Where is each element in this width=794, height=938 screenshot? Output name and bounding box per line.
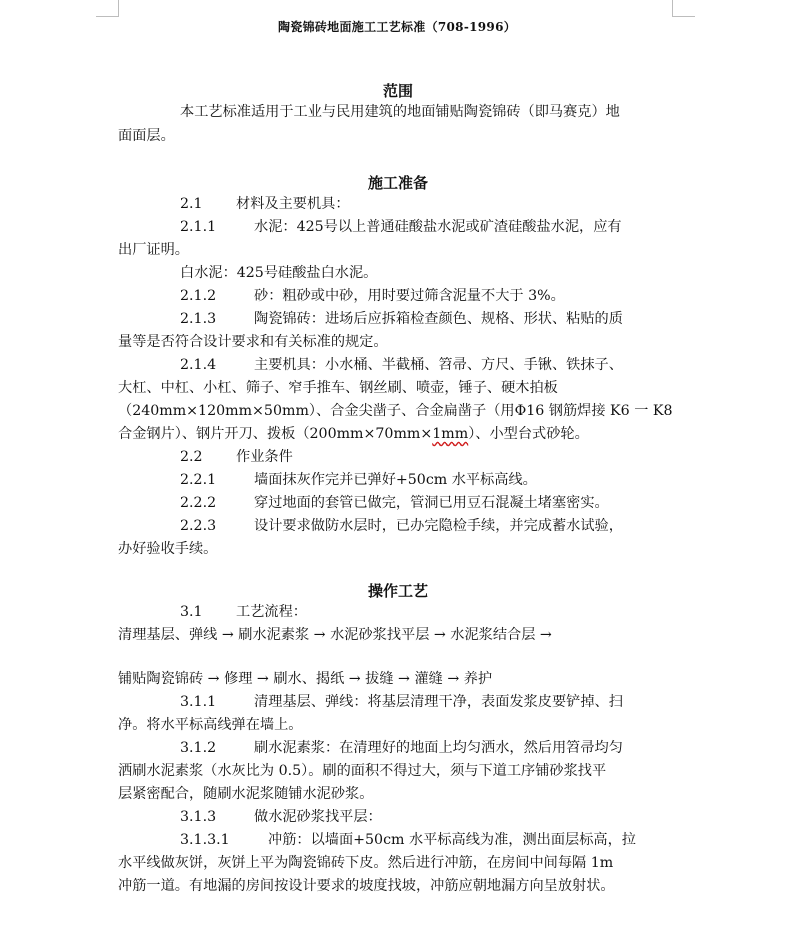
heading-ops: 操作工艺 (367, 582, 428, 600)
item-number: 2.2.3 (180, 518, 217, 534)
item-text: 材料及主要机具： (236, 196, 350, 212)
paragraph-line: 冲筋一道。有地漏的房间按设计要求的坡度找坡，冲筋应朝地漏方向呈放射状。 (118, 878, 615, 894)
heading-prep: 施工准备 (367, 174, 428, 192)
item-number: 2.1.2 (180, 288, 217, 304)
paragraph-line: 洒刷水泥素浆（水灰比为 0.5）。刷的面积不得过大，须与下道工序铺砂浆找平 (118, 763, 607, 779)
item-text: 墙面抹灰作完并已弹好+50cm 水平标高线。 (254, 472, 537, 488)
process-flow-line: 铺贴陶瓷锦砖 → 修理 → 刷水、揭纸 → 拔缝 → 灌缝 → 养护 (118, 671, 493, 687)
item-number: 3.1 (180, 604, 203, 620)
item-text: 穿过地面的套管已做完，管洞已用豆石混凝土堵塞密实。 (254, 495, 609, 511)
item-number: 3.1.1 (180, 694, 217, 710)
list-item (118, 808, 740, 826)
list-item (118, 739, 740, 757)
paragraph-line: 面面层。 (118, 128, 175, 144)
list-item (118, 310, 740, 328)
item-number: 3.1.3 (180, 809, 217, 825)
heading-scope: 范围 (382, 82, 413, 100)
item-number: 2.2.1 (180, 472, 217, 488)
item-text: 作业条件 (236, 449, 293, 465)
paragraph-line: 白水泥：425号硅酸盐白水泥。 (180, 265, 378, 281)
spellcheck-underlined-text: 1mm (432, 426, 469, 442)
list-item (118, 831, 740, 849)
paragraph-line: 出厂证明。 (118, 242, 189, 258)
item-number: 3.1.3.1 (180, 832, 230, 848)
paragraph-line: 办好验收手续。 (118, 541, 218, 557)
paragraph-line: （240mm×120mm×50mm）、合金尖凿子、合金扁凿子（用Φ16 钢筋焊接 K6 一 K8 (118, 403, 673, 419)
item-text: 工艺流程： (236, 604, 307, 620)
item-number: 2.2 (180, 449, 203, 465)
item-text: 冲筋：以墙面+50cm 水平标高线为准，测出面层标高，拉 (268, 832, 636, 848)
text-segment: ）、小型台式砂轮。 (468, 426, 589, 442)
paragraph-line: 层紧密配合，随刷水泥浆随铺水泥砂浆。 (118, 786, 374, 802)
list-item (118, 448, 740, 466)
paragraph-line: 本工艺标准适用于工业与民用建筑的地面铺贴陶瓷锦砖（即马赛克）地 (180, 104, 620, 120)
item-number: 2.1.3 (180, 311, 217, 327)
item-text: 砂：粗砂或中砂，用时要过筛含泥量不大于 3%。 (254, 288, 565, 304)
paragraph-line: 量等是否符合设计要求和有关标准的规定。 (118, 334, 388, 350)
item-text: 清理基层、弹线：将基层清理干净，表面发浆皮要铲掉、扫 (254, 694, 623, 710)
list-item (118, 356, 740, 374)
list-item (118, 603, 740, 621)
item-text: 水泥：425号以上普通硅酸盐水泥或矿渣硅酸盐水泥，应有 (254, 219, 622, 235)
item-text: 主要机具：小水桶、半截桶、笤帚、方尺、手锹、铁抹子、 (254, 357, 623, 373)
list-item (118, 287, 740, 305)
list-item (118, 218, 740, 236)
crop-mark-top-right (672, 0, 695, 17)
paragraph-line: 水平线做灰饼，灰饼上平为陶瓷锦砖下皮。然后进行冲筋，在房间中间每隔 1m (118, 855, 614, 871)
item-text: 设计要求做防水层时，已办完隐检手续，并完成蓄水试验， (254, 518, 623, 534)
list-item (118, 494, 740, 512)
item-number: 2.1 (180, 196, 203, 212)
item-number: 2.2.2 (180, 495, 217, 511)
list-item (118, 471, 740, 489)
item-text: 做水泥砂浆找平层： (254, 809, 382, 825)
list-item (118, 517, 740, 535)
text-segment: 合金钢片）、钢片开刀、拨板（200mm×70mm× (118, 426, 433, 442)
paragraph-line (118, 425, 678, 443)
item-text: 刷水泥素浆：在清理好的地面上均匀洒水，然后用笤帚均匀 (254, 740, 623, 756)
list-item (118, 195, 740, 213)
crop-mark-top-left (96, 0, 119, 17)
paragraph-line: 净。将水平标高线弹在墙上。 (118, 717, 303, 733)
item-number: 2.1.4 (180, 357, 217, 373)
item-text: 陶瓷锦砖：进场后应拆箱检查颜色、规格、形状、粘贴的质 (254, 311, 623, 327)
process-flow-line: 清理基层、弹线 → 刷水泥素浆 → 水泥砂浆找平层 → 水泥浆结合层 → (118, 627, 552, 643)
paragraph-line: 大杠、中杠、小杠、筛子、窄手推车、钢丝刷、喷壶，锤子、硬木拍板 (118, 380, 558, 396)
item-number: 2.1.1 (180, 219, 217, 235)
list-item (118, 693, 740, 711)
page-header: 陶瓷锦砖地面施工工艺标准（708-1996） (277, 20, 517, 34)
item-number: 3.1.2 (180, 740, 217, 756)
